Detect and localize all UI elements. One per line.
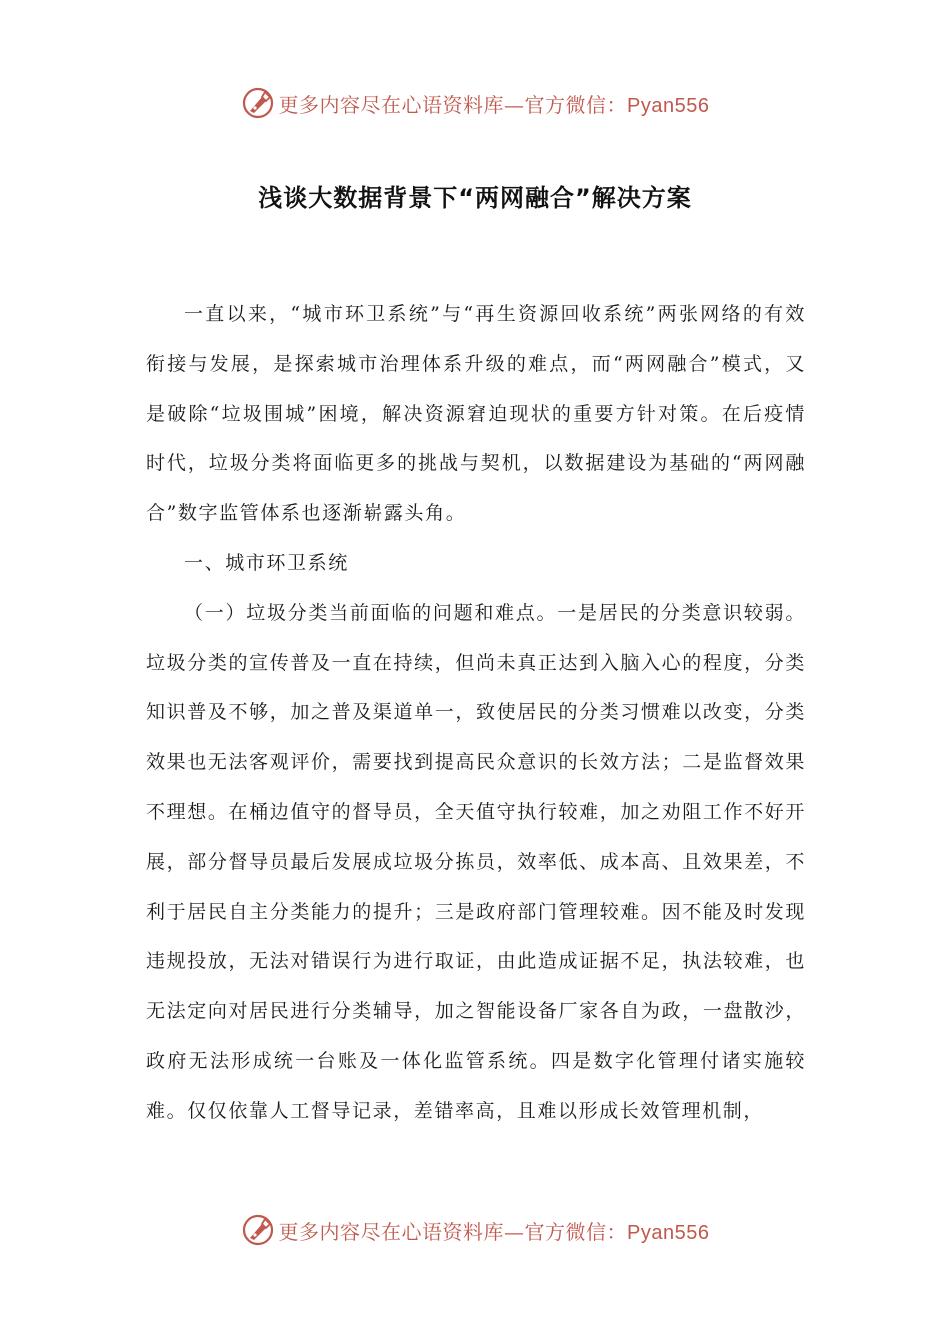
watermark-handle: Pyan556 bbox=[627, 94, 710, 117]
document-title: 浅谈大数据背景下“两网融合”解决方案 bbox=[258, 184, 692, 212]
section-heading: 一、城市环卫系统 bbox=[184, 551, 349, 574]
watermark-text: 更多内容尽在心语资料库—官方微信：Pyan556 bbox=[278, 1219, 710, 1244]
pen-nib-logo-icon bbox=[241, 1213, 275, 1247]
watermark-text: 更多内容尽在心语资料库—官方微信：Pyan556 bbox=[278, 92, 710, 117]
watermark-banner-bottom bbox=[0, 1210, 950, 1250]
watermark-banner-top bbox=[0, 83, 950, 123]
pen-nib-logo-icon bbox=[241, 86, 275, 120]
document-body bbox=[146, 290, 806, 1137]
paragraph-problems: （一）垃圾分类当前面临的问题和难点。一是居民的分类意识较弱。垃圾分类的宣传普及一直在持续，但尚未真正达到入脑入心的程度，分类知识普及不够，加之普及渠道单一，致使居民的分类习惯难以改变，分类效果也无法客观评价，需要找到提高民众意识的长效方法；二是监督效果不理想。在桶边值守的督导员，全天值守执行较难，加之劝阻工作不好开展，部分督导员最后发展成垃圾分拣员，效率低、成本高、且效果差，不利于居民自主分类能力的提升；三是政府部门管理较难。因不能及时发现违规投放，无法对错误行为进行取证，由此造成证据不足，执法较难，也无法定向对居民进行分类辅导，加之智能设备厂家各自为政，一盘散沙，政府无法形成统一台账及一体化监管系统。四是数字化管理付诸实施较难。仅仅依靠人工督导记录，差错率高，且难以形成长效管理机制， bbox=[146, 601, 806, 1122]
watermark-handle: Pyan556 bbox=[627, 1221, 710, 1244]
paragraph-intro: 一直以来，“城市环卫系统”与“再生资源回收系统”两张网络的有效衔接与发展，是探索城市治理体系升级的难点，而“两网融合”模式，又是破除“垃圾围城”困境，解决资源窘迫现状的重要方针对策。在后疫情时代，垃圾分类将面临更多的挑战与契机，以数据建设为基础的“两网融合”数字监管体系也逐渐崭露头角。 bbox=[146, 303, 806, 525]
